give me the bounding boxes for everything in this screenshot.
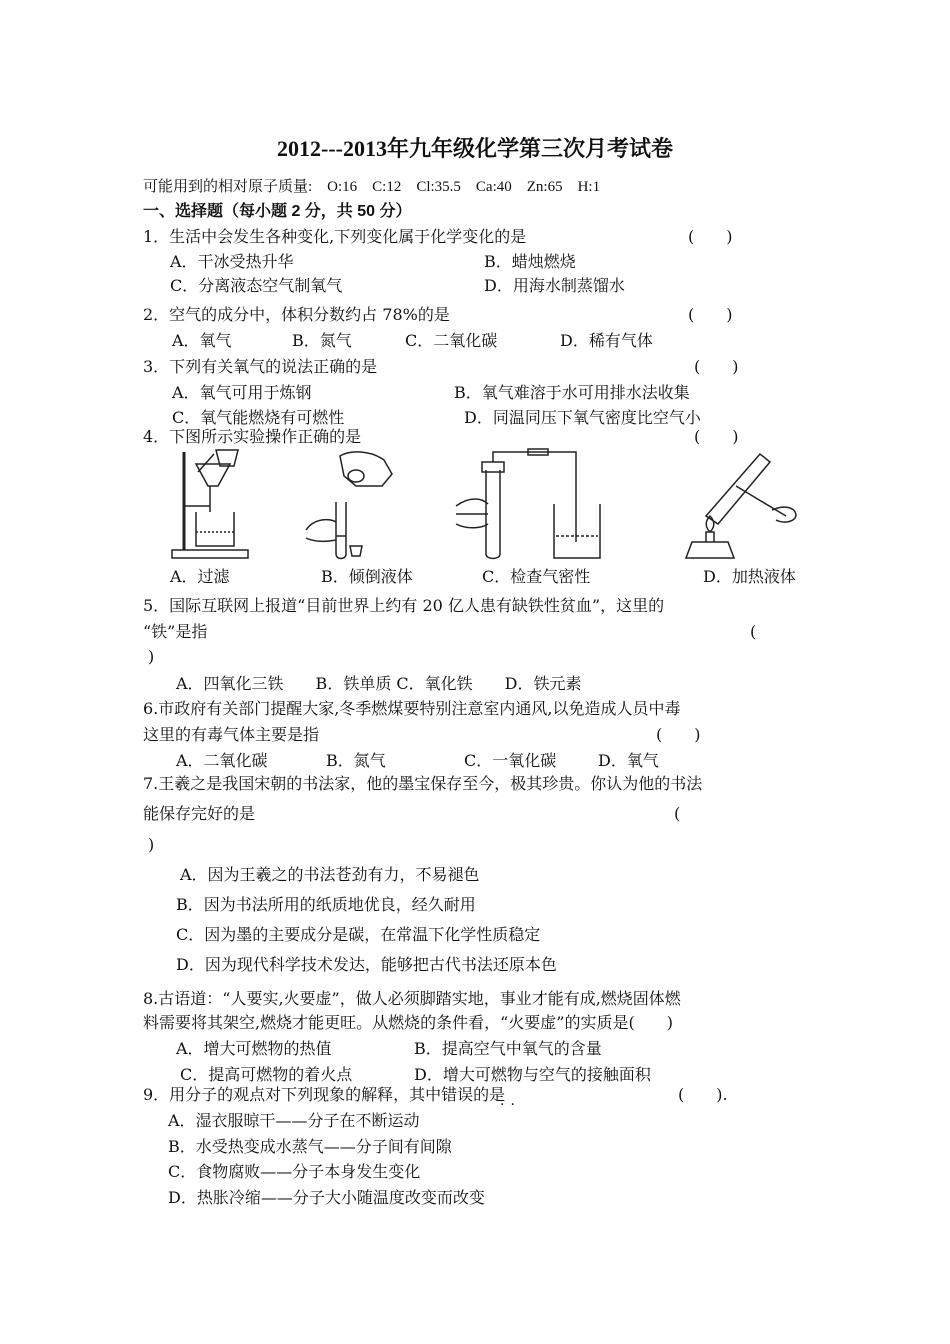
q2-option-b: B．氮气 [292, 331, 352, 350]
q7-option-d: D．因为现代科学技术发达，能够把古代书法还原本色 [176, 955, 557, 974]
q7-stem-line1: 7.王羲之是我国宋朝的书法家，他的墨宝保存至今，极其珍贵。你认为他的书法 [143, 774, 703, 793]
q6-option-b: B．氮气 [326, 751, 386, 770]
q8-stem-line1: 8.古语道：“人要实,火要虚”，做人必须脚踏实地，事业才能有成,燃烧固体燃 [143, 989, 681, 1008]
q1-option-b: B．蜡烛燃烧 [484, 252, 576, 271]
q8-option-c: C．提高可燃物的着火点 [180, 1065, 353, 1084]
q9-option-b: B．水受热变成水蒸气——分子间有间隙 [168, 1137, 452, 1156]
q6-option-a: A．二氧化碳 [176, 751, 268, 770]
q3-option-a: A．氧气可用于炼钢 [172, 383, 312, 402]
page-title: 2012---2013年九年级化学第三次月考试卷 [277, 136, 673, 161]
q1-option-a: A．干冰受热升华 [170, 252, 294, 271]
q3-option-c: C．氧气能燃烧有可燃性 [172, 408, 345, 427]
q5-options: A．四氧化三铁 B．铁单质 C．氧化铁 D．铁元素 [176, 674, 582, 693]
q9-option-d: D．热胀冷缩——分子大小随温度改变而改变 [168, 1188, 485, 1207]
q7-option-c: C．因为墨的主要成分是碳，在常温下化学性质稳定 [176, 925, 541, 944]
q2-option-d: D．稀有气体 [560, 331, 653, 350]
q2-stem: 2．空气的成分中，体积分数约占 78%的是 [143, 305, 450, 324]
q6-answer-paren: ( ) [656, 725, 701, 744]
emphasis-dots: ·· [500, 1097, 521, 1113]
q7-option-b: B．因为书法所用的纸质地优良，经久耐用 [176, 895, 476, 914]
heating-liquid-figure [676, 446, 800, 562]
q4-option-c: C．检查气密性 [482, 567, 591, 586]
q4-stem: 4．下图所示实验操作正确的是 [143, 427, 362, 446]
filtration-figure [168, 446, 254, 562]
q6-stem-line2: 这里的有毒气体主要是指 [143, 725, 320, 744]
airtightness-figure [452, 446, 608, 562]
q4-option-b: B．倾倒液体 [321, 567, 413, 586]
q9-option-c: C．食物腐败——分子本身发生变化 [168, 1162, 421, 1181]
q4-answer-paren: ( ) [694, 427, 739, 446]
q1-stem: 1．生活中会发生各种变化,下列变化属于化学变化的是 [143, 227, 527, 246]
q4-option-a: A．过滤 [170, 567, 230, 586]
q6-option-c: C．一氧化碳 [464, 751, 557, 770]
q7-option-a: A．因为王羲之的书法苍劲有力，不易褪色 [180, 865, 480, 884]
q8-stem-line2: 料需要将其架空,燃烧才能更旺。从燃烧的条件看，“火要虚”的实质是( ) [143, 1013, 673, 1032]
q7-stem-line2: 能保存完好的是 [143, 804, 256, 823]
q3-option-d: D．同温同压下氧气密度比空气小 [464, 408, 701, 427]
q7-paren-open: ( [674, 804, 681, 823]
q8-option-d: D．增大可燃物与空气的接触面积 [414, 1065, 651, 1084]
q9-option-a: A．湿衣服晾干——分子在不断运动 [168, 1111, 420, 1130]
q8-option-b: B．提高空气中氧气的含量 [414, 1039, 602, 1058]
q8-option-a: A．增大可燃物的热值 [176, 1039, 332, 1058]
q2-answer-paren: ( ) [688, 305, 733, 324]
q5-paren-close: ) [148, 647, 155, 666]
q5-paren-open: ( [750, 622, 757, 641]
q5-stem-line2: “铁”是指 [143, 622, 208, 641]
q2-option-c: C．二氧化碳 [405, 331, 498, 350]
q4-option-d: D．加热液体 [703, 567, 796, 586]
q9-stem: 9．用分子的观点对下列现象的解释，其中错误的是 [143, 1085, 506, 1104]
section-heading: 一、选择题（每小题 2 分，共 50 分） [143, 203, 412, 220]
q9-answer-paren: ( ). [678, 1085, 728, 1104]
q6-stem-line1: 6.市政府有关部门提醒大家,冬季燃煤要特别注意室内通风,以免造成人员中毒 [143, 699, 681, 718]
pouring-liquid-figure [300, 446, 396, 562]
q3-answer-paren: ( ) [694, 357, 739, 376]
q2-option-a: A．氧气 [172, 331, 232, 350]
q5-stem-line1: 5．国际互联网上报道“目前世界上约有 20 亿人患有缺铁性贫血”，这里的 [143, 596, 665, 615]
q1-option-c: C．分离液态空气制氧气 [170, 276, 343, 295]
q6-option-d: D．氧气 [598, 751, 659, 770]
q3-option-b: B．氧气难溶于水可用排水法收集 [454, 383, 690, 402]
q3-stem: 3．下列有关氧气的说法正确的是 [143, 357, 378, 376]
q1-option-d: D．用海水制蒸馏水 [484, 276, 625, 295]
q1-answer-paren: ( ) [688, 227, 733, 246]
atomic-masses: 可能用到的相对原子质量: O:16 C:12 Cl:35.5 Ca:40 Zn:65 H:1 [143, 179, 601, 195]
q7-paren-close: ) [148, 835, 155, 854]
